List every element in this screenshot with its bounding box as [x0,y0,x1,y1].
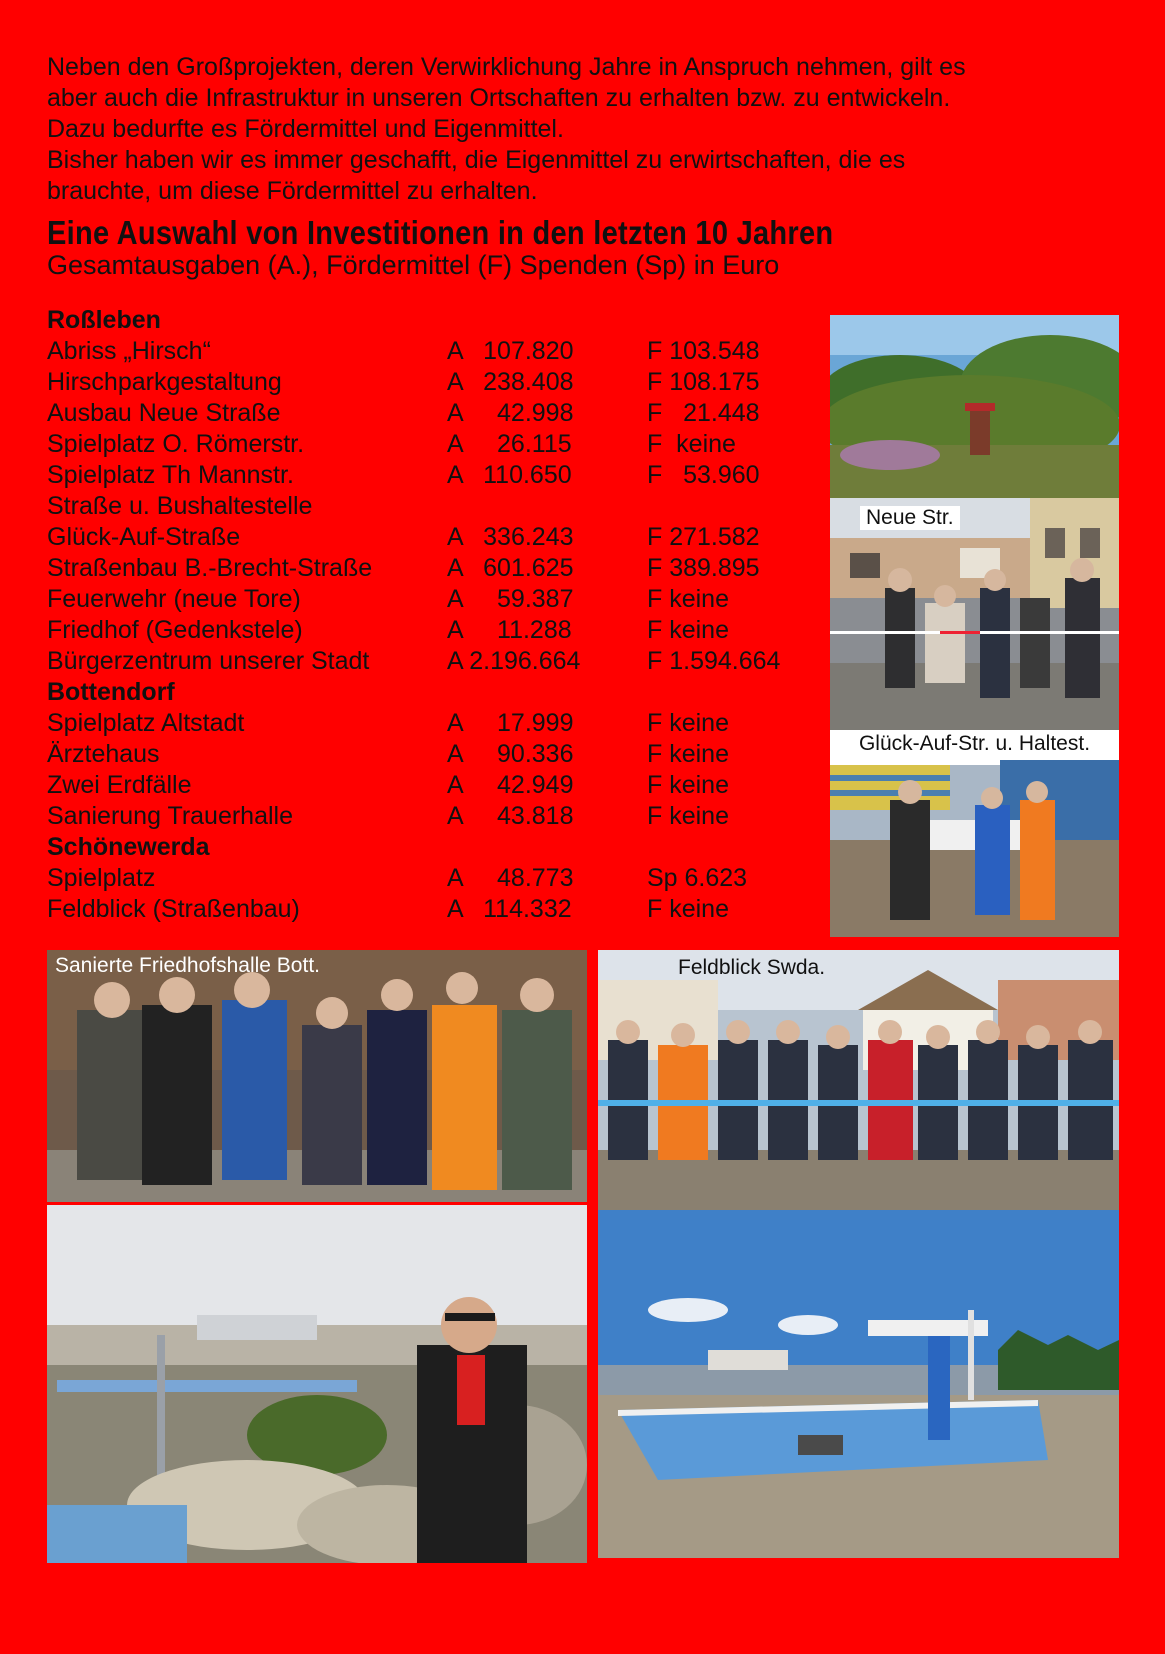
caption-glueck-auf: Glück-Auf-Str. u. Haltest. [830,732,1119,756]
row-amount: A 238.408 [447,368,574,396]
row-name: Hirschparkgestaltung [47,368,282,396]
intro-line: Bisher haben wir es immer geschafft, die Eigenmittel zu erwirtschaften, die es [47,146,906,174]
caption-friedhofshalle: Sanierte Friedhofshalle Bott. [55,954,320,977]
row-amount: A 42.949 [447,771,574,799]
row-name: Spielplatz O. Römerstr. [47,430,305,458]
row-name: Spielplatz Altstadt [47,709,245,737]
row-name: Glück-Auf-Straße [47,523,241,551]
row-name: Feuerwehr (neue Tore) [47,585,301,613]
row-funding: F keine [647,585,729,613]
row-name: Abriss „Hirsch“ [47,337,211,365]
row-funding: F keine [647,616,729,644]
row-funding: F keine [647,802,729,830]
row-amount: A 2.196.664 [447,647,581,675]
caption-feldblick: Feldblick Swda. [678,956,826,979]
row-name: Sanierung Trauerhalle [47,802,293,830]
intro-text [47,52,1127,207]
caption-neue-str: Neue Str. [860,506,960,530]
intro-line: brauchte, um diese Fördermittel zu erhalten. [47,177,538,205]
row-name: Roßleben [47,306,161,334]
row-amount: A 107.820 [447,337,574,365]
row-amount: A 48.773 [447,864,574,892]
row-amount: A 336.243 [447,523,574,551]
row-name: Ärztehaus [47,740,160,768]
intro-line: Dazu bedurfte es Fördermittel und Eigenmittel. [47,115,564,143]
row-name: Straßenbau B.-Brecht-Straße [47,554,373,582]
row-funding: F keine [647,895,729,923]
row-funding: F 103.548 [647,337,760,365]
intro-line: Neben den Großprojekten, deren Verwirklichung Jahre in Anspruch nehmen, gilt es [47,53,966,81]
row-amount: A 43.818 [447,802,574,830]
row-name: Zwei Erdfälle [47,771,192,799]
row-amount: A 90.336 [447,740,574,768]
photo-glueck-auf [830,730,1119,937]
photo-friedhofshalle [47,950,587,1202]
row-funding: F 389.895 [647,554,760,582]
row-funding: F 21.448 [647,399,760,427]
photo-baustelle [47,1205,587,1563]
row-name: Friedhof (Gedenkstele) [47,616,303,644]
row-amount: A 601.625 [447,554,574,582]
row-funding: F keine [647,709,729,737]
row-name: Spielplatz Th Mannstr. [47,461,294,489]
row-funding: F 53.960 [647,461,760,489]
row-name: Bottendorf [47,678,175,706]
row-funding: F keine [647,430,736,458]
row-funding: Sp 6.623 [647,864,748,892]
row-name: Spielplatz [47,864,156,892]
row-name: Feldblick (Straßenbau) [47,895,300,923]
row-funding: F 108.175 [647,368,760,396]
row-name: Schönewerda [47,833,210,861]
row-name: Bürgerzentrum unserer Stadt [47,647,370,675]
photo-hirschpark [830,315,1119,498]
row-amount: A 26.115 [447,430,572,458]
section-subheading: Gesamtausgaben (A.), Fördermittel (F) Spenden (Sp) in Euro [47,250,780,280]
row-amount: A 110.650 [447,461,572,489]
row-funding: F 271.582 [647,523,760,551]
intro-line: aber auch die Infrastruktur in unseren Ortschaften zu erhalten bzw. zu entwickeln. [47,84,951,112]
row-amount: A 17.999 [447,709,574,737]
row-name: Straße u. Bushaltestelle [47,492,313,520]
section-heading: Eine Auswahl von Investitionen in den letzten 10 Jahren [47,214,834,251]
row-amount: A 42.998 [447,399,574,427]
row-amount: A 59.387 [447,585,574,613]
row-funding: F 1.594.664 [647,647,781,675]
row-amount: A 114.332 [447,895,572,923]
row-funding: F keine [647,771,729,799]
row-funding: F keine [647,740,729,768]
photo-feldblick [598,950,1119,1210]
row-name: Ausbau Neue Straße [47,399,281,427]
row-amount: A 11.288 [447,616,572,644]
photo-neue-str [830,498,1119,730]
photo-freibad [598,1210,1119,1558]
